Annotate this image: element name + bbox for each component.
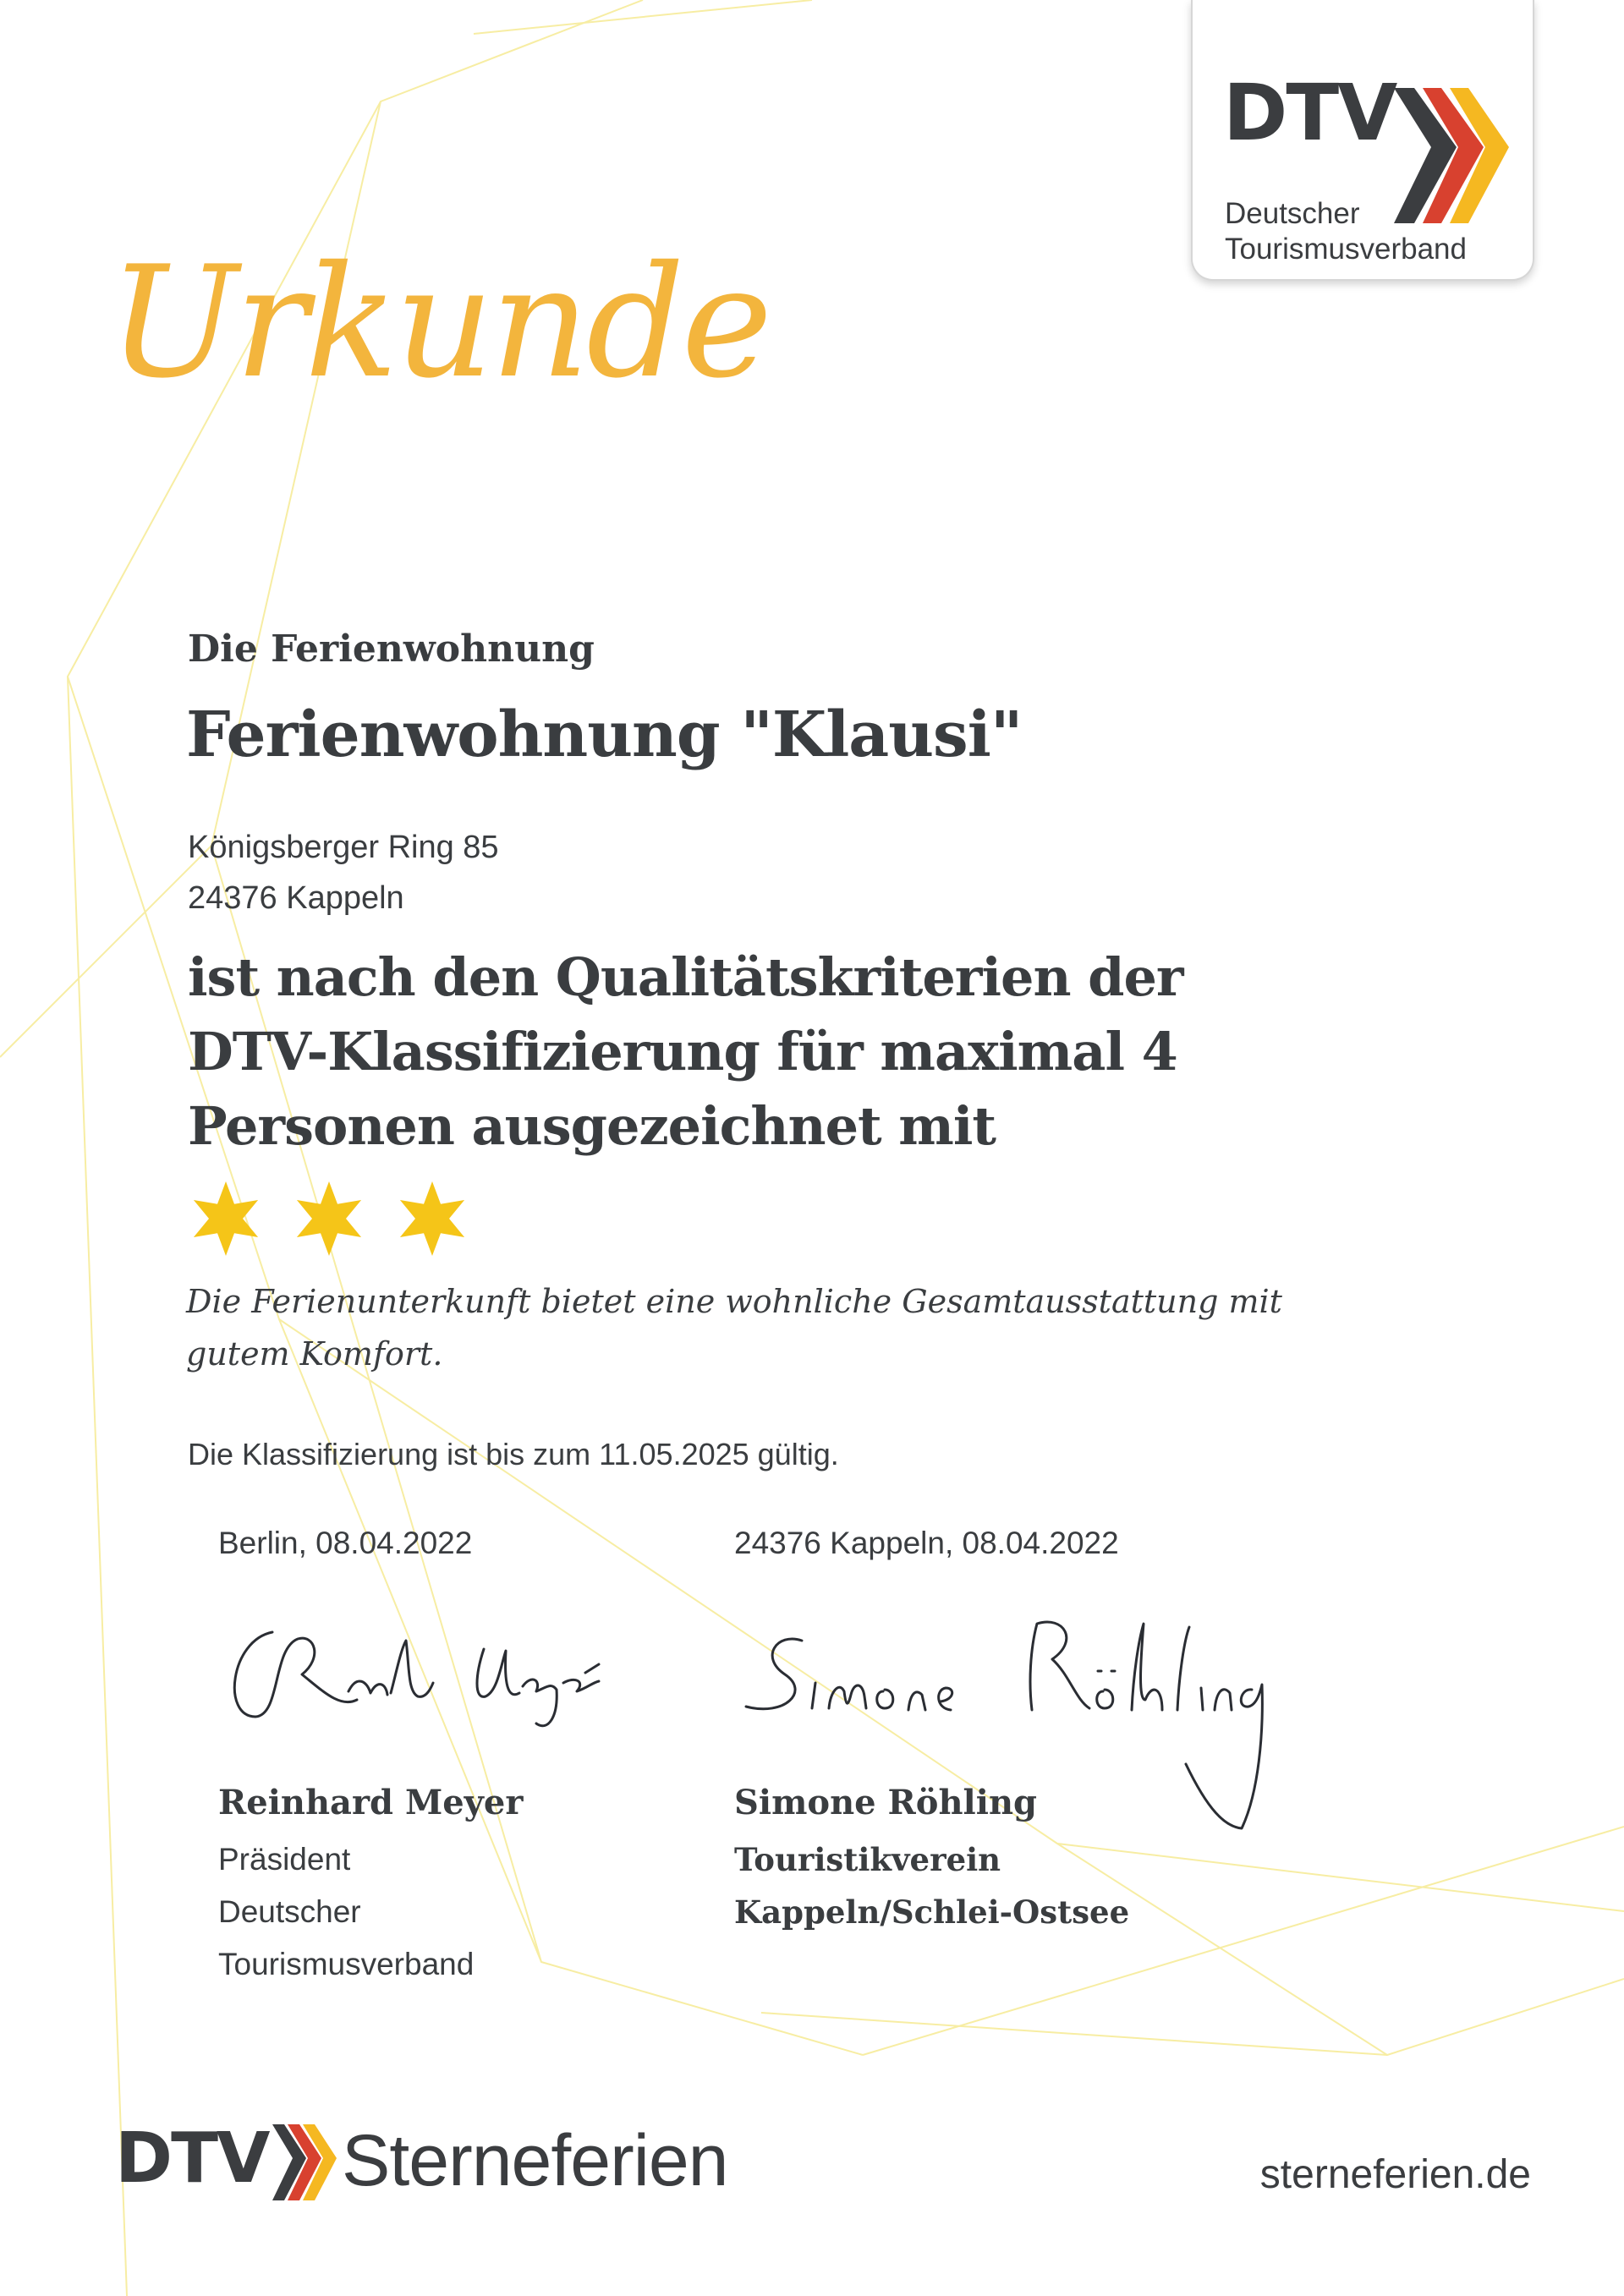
description-line-2: gutem Komfort. [186,1335,443,1373]
award-line-3: Personen ausgezeichnet mit [188,1095,996,1157]
dtv-name-line1: Deutscher [1225,197,1360,230]
signer-1-name: Reinhard Meyer [218,1783,524,1822]
award-line-2: DTV-Klassifizierung für maximal 4 [188,1021,1177,1082]
star-icon [188,1181,264,1257]
award-statement [188,940,1355,1164]
description-line-1: Die Ferienunterkunft bietet eine wohnliche Gesamtausstattung mit [186,1283,1282,1320]
star-icon [394,1181,470,1257]
signer-2-role-line-1: Touristikverein [734,1841,1001,1878]
property-type-label: Die Ferienwohnung [188,627,595,671]
award-line-1: ist nach den Qualitätskriterien der [188,946,1183,1008]
signer-1-role-line-3: Tourismusverband [218,1947,475,1981]
footer-dtv-mark: DTV [115,2118,269,2199]
signature-reinhard-meyer [222,1615,628,1742]
dtv-organisation-name [1225,196,1467,267]
certificate-title: Urkunde [108,233,770,412]
footer-chevrons-icon [272,2124,337,2200]
signer-2-role [734,1833,1129,1938]
dtv-logo-mark: DTV [1223,68,1396,158]
signer-2-place-date: 24376 Kappeln, 08.04.2022 [734,1526,1119,1560]
star-icon [291,1181,367,1257]
footer-website-link[interactable]: sterneferien.de [1259,2152,1531,2197]
dtv-badge [1191,0,1534,281]
address-city: 24376 Kappeln [188,880,404,916]
property-name: Ferienwohnung "Klausi" [186,699,1023,771]
dtv-name-line2: Tourismusverband [1225,233,1467,266]
signer-1-role-line-2: Deutscher [218,1894,361,1929]
signer-1-role [218,1833,474,1991]
address-street: Königsberger Ring 85 [188,830,499,865]
validity-note: Die Klassifizierung ist bis zum 11.05.2025 gültig. [188,1437,839,1471]
footer-brand-name: Sterneferien [342,2120,728,2201]
property-address [188,822,499,923]
signer-1-role-line-1: Präsident [218,1842,351,1877]
classification-description [186,1275,1370,1380]
signer-2-role-line-2: Kappeln/Schlei-Ostsee [734,1893,1130,1931]
signer-1-place-date: Berlin, 08.04.2022 [218,1526,473,1560]
signer-2-name: Simone Röhling [734,1783,1037,1822]
